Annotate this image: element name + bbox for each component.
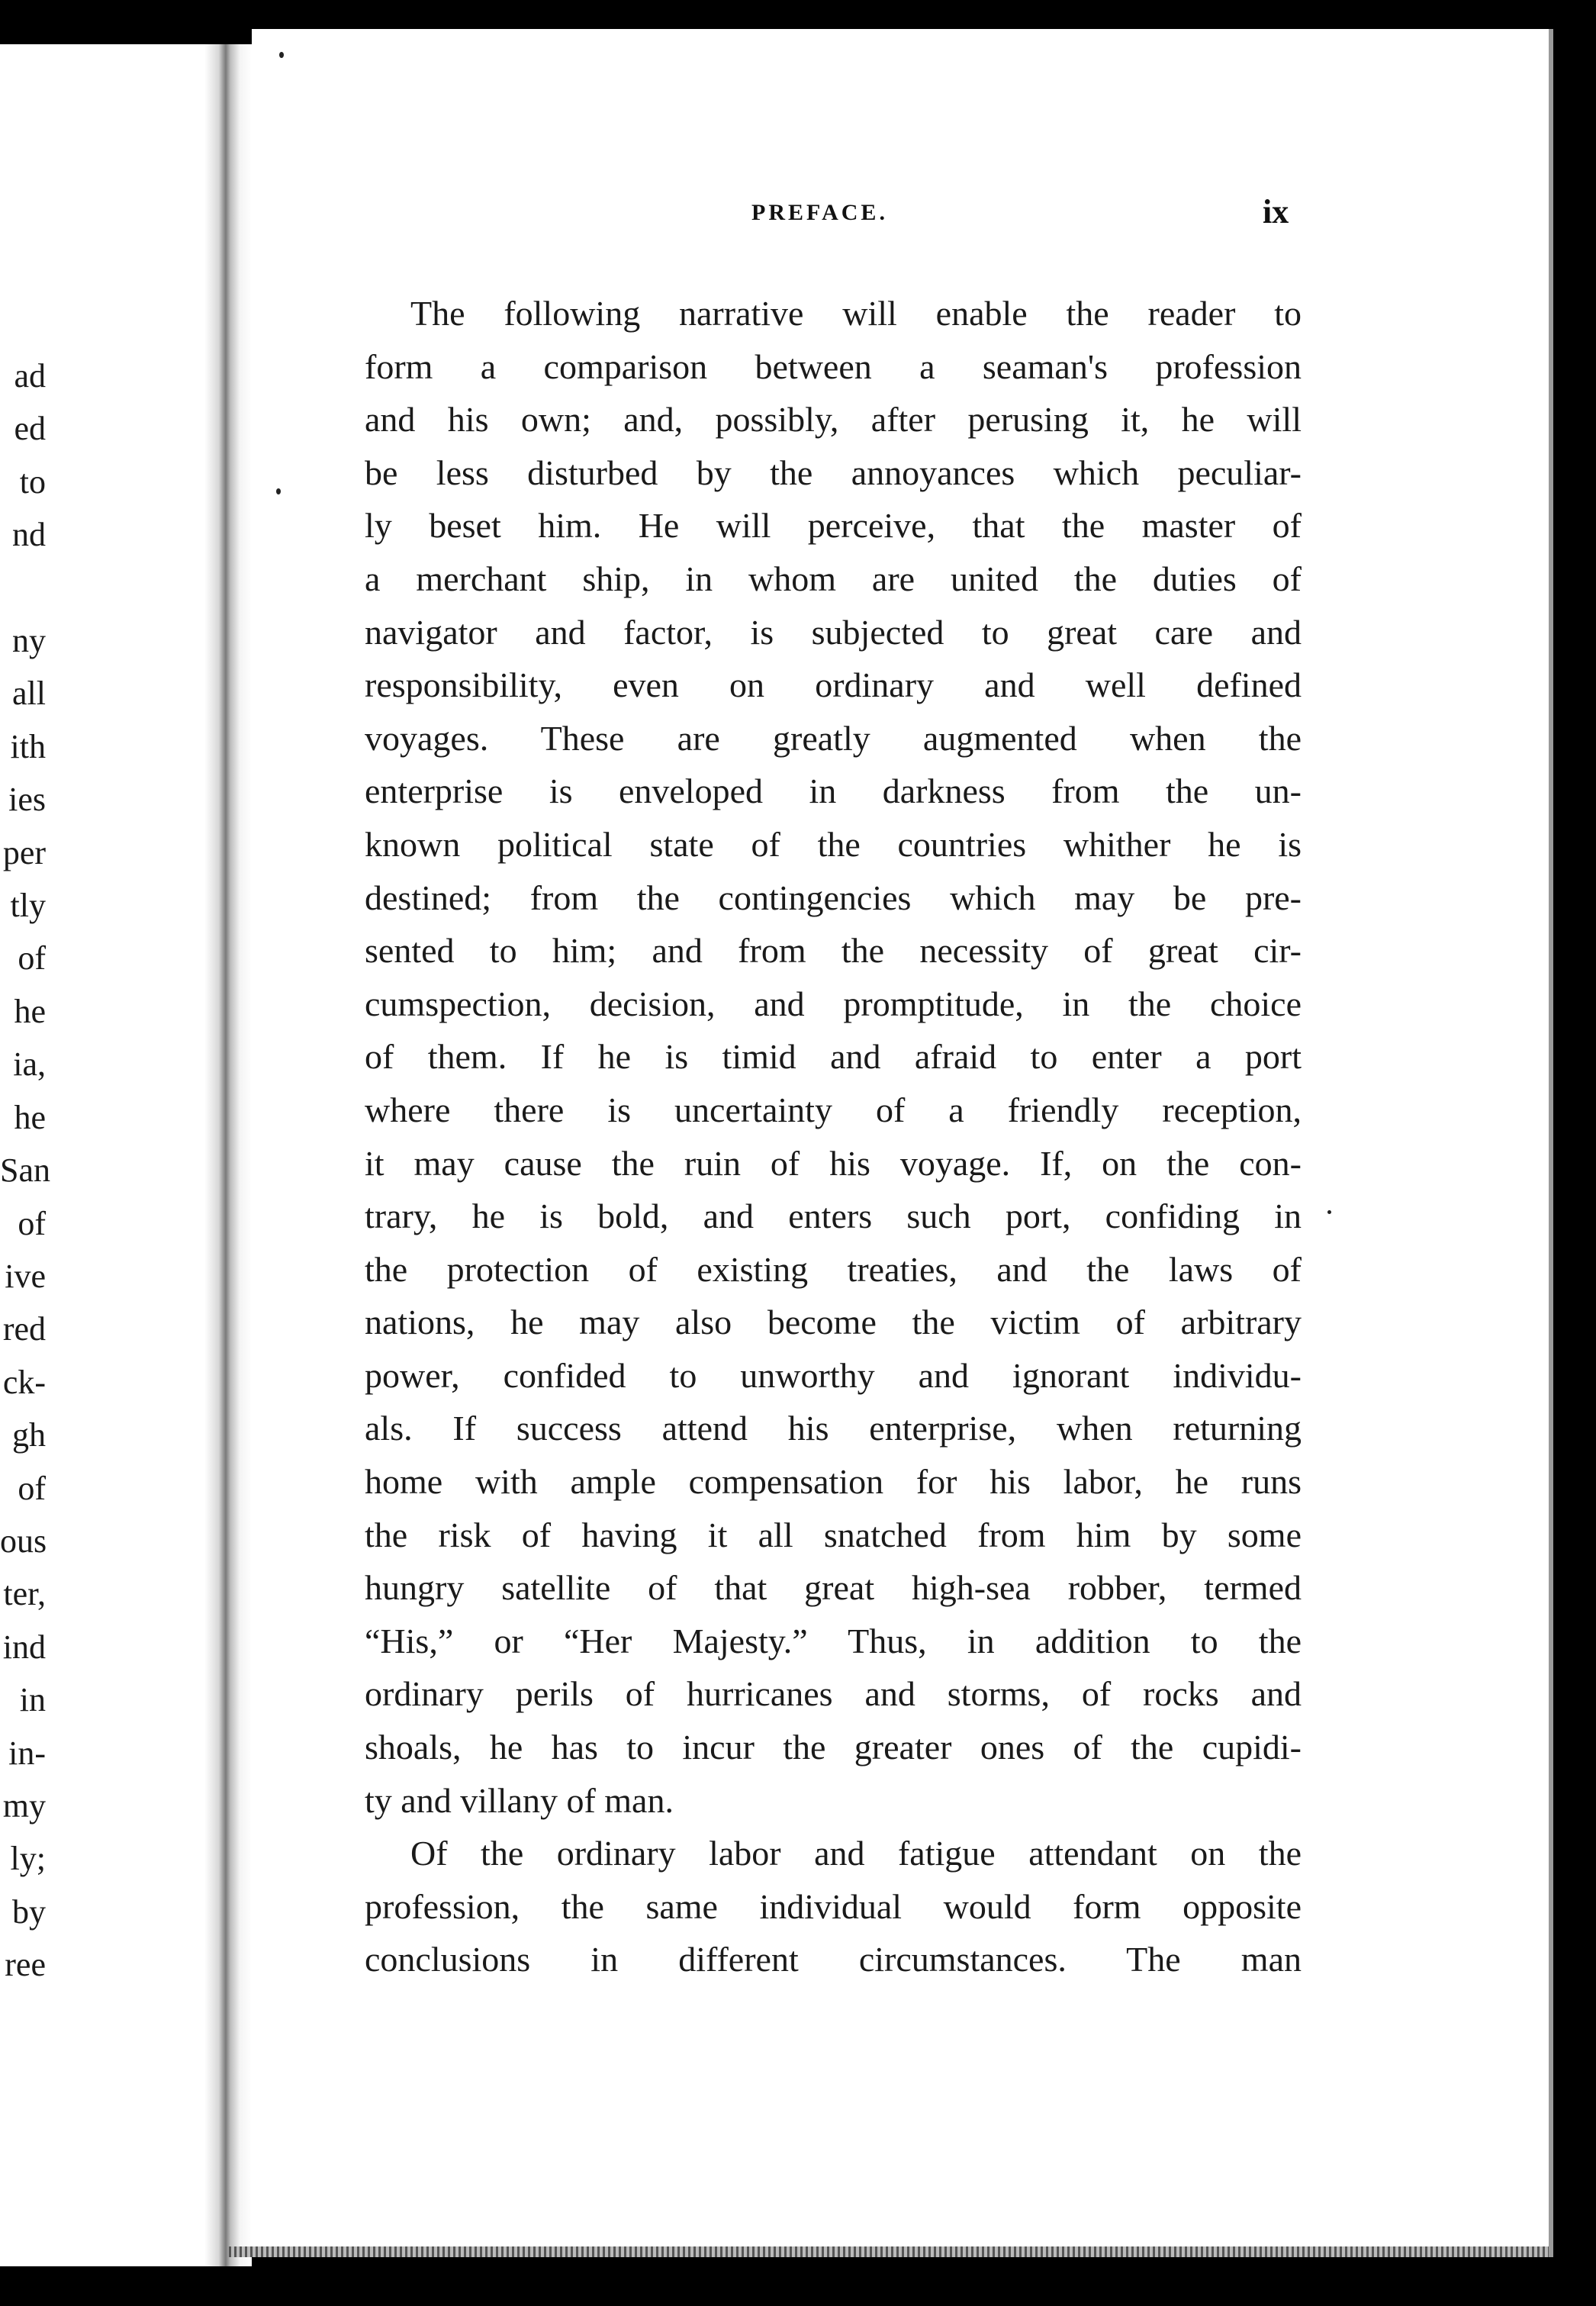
left-fragment-line: of <box>18 1204 46 1242</box>
paragraph-2 <box>365 1827 1302 1986</box>
text-line: als. If success attend his enterprise, when returning <box>365 1409 1302 1448</box>
text-line: the risk of having it all snatched from him by some <box>365 1515 1302 1554</box>
left-fragment-line: ly; <box>10 1840 46 1878</box>
text-line: the protection of existing treaties, and the laws of <box>365 1249 1302 1289</box>
text-line: destined; from the contingencies which may be pre- <box>365 878 1302 917</box>
text-line: power, confided to unworthy and ignorant individu- <box>365 1355 1302 1395</box>
left-fragment-line: in- <box>8 1734 46 1772</box>
left-fragment-line: all <box>12 675 46 713</box>
text-line: Of the ordinary labor and fatigue attendant on the <box>410 1834 1302 1873</box>
text-line: navigator and factor, is subjected to great care and <box>365 612 1302 652</box>
left-fragment-line: ith <box>10 727 46 765</box>
text-line: it may cause the ruin of his voyage. If, on the con- <box>365 1143 1302 1183</box>
left-fragment-line: ous <box>0 1522 47 1560</box>
left-facing-page <box>0 44 204 2266</box>
left-fragment-line <box>0 562 46 614</box>
text-line: a merchant ship, in whom are united the duties of <box>365 559 1302 598</box>
text-line: The following narrative will enable the reader to <box>410 294 1302 333</box>
left-fragment-line: ed <box>14 410 46 448</box>
left-fragment-line: in <box>19 1681 46 1719</box>
print-speck <box>1327 1210 1331 1214</box>
text-line: sented to him; and from the necessity of great cir- <box>365 931 1302 971</box>
left-fragment-line: ad <box>14 357 46 395</box>
text-line: “His,” or “Her Majesty.” Thus, in addition to the <box>365 1621 1302 1660</box>
text-line: and his own; and, possibly, after perusing it, he will <box>365 400 1302 440</box>
left-fragment-line: by <box>12 1892 46 1931</box>
left-fragment-line: gh <box>12 1416 46 1454</box>
left-fragment-line: ny <box>12 622 46 660</box>
text-line: hungry satellite of that great high-sea robber, termed <box>365 1568 1302 1608</box>
text-line: be less disturbed by the annoyances which peculiar- <box>365 453 1302 492</box>
book-gutter <box>204 44 252 2266</box>
print-speck <box>279 52 284 58</box>
print-speck <box>276 488 281 494</box>
text-line: responsibility, even on ordinary and well defined <box>365 665 1302 705</box>
left-fragment-line: to <box>19 462 46 501</box>
left-fragment-line: ck- <box>2 1363 46 1401</box>
left-fragment-line: my <box>2 1786 46 1825</box>
left-fragment-line: San <box>0 1151 50 1190</box>
text-line: form a comparison between a seaman's profession <box>365 346 1302 386</box>
left-fragment-line: of <box>18 1469 46 1507</box>
text-line: known political state of the countries whither he is <box>365 824 1302 864</box>
left-fragment-line: ree <box>5 1946 46 1984</box>
page-bottom-edge <box>229 2246 1549 2257</box>
paragraph-1 <box>365 287 1302 1827</box>
text-line: nations, he may also become the victim of arbitrary <box>365 1303 1302 1342</box>
text-line: where there is uncertainty of a friendly reception, <box>365 1090 1302 1129</box>
text-line: ly beset him. He will perceive, that the master of <box>365 506 1302 546</box>
left-fragment-line: ind <box>2 1628 46 1666</box>
left-fragment-line: ive <box>5 1257 46 1295</box>
left-fragment-line: per <box>2 833 46 871</box>
left-page-text-fragments <box>0 349 50 1992</box>
left-fragment-line: tly <box>10 887 46 925</box>
text-line: profession, the same individual would form opposite <box>365 1886 1302 1926</box>
left-fragment-line: nd <box>12 516 46 554</box>
body-text <box>365 287 1302 1986</box>
text-line: shoals, he has to incur the greater ones of the cupidi- <box>365 1728 1302 1767</box>
text-line: ordinary perils of hurricanes and storms, of rocks and <box>365 1674 1302 1714</box>
text-line: cumspection, decision, and promptitude, in the choice <box>365 984 1302 1023</box>
text-line: ty and villany of man. <box>365 1780 674 1820</box>
text-line: voyages. These are greatly augmented when the <box>365 718 1302 758</box>
left-fragment-line: ies <box>8 781 46 819</box>
text-line: conclusions in different circumstances. The man <box>365 1940 1302 1979</box>
text-line: home with ample compensation for his labor, he runs <box>365 1462 1302 1502</box>
left-fragment-line: of <box>18 939 46 977</box>
left-fragment-line: he <box>14 1098 46 1136</box>
left-fragment-line: red <box>2 1310 46 1348</box>
text-line: enterprise is enveloped in darkness from the un- <box>365 771 1302 811</box>
text-line: trary, he is bold, and enters such port, confiding in <box>365 1196 1302 1236</box>
running-head: PREFACE. <box>751 200 888 225</box>
text-line: of them. If he is timid and afraid to enter a port <box>365 1037 1302 1077</box>
left-fragment-line: ia, <box>13 1045 46 1084</box>
left-fragment-line: he <box>14 992 46 1030</box>
page-number: ix <box>1263 193 1289 230</box>
left-fragment-line: ter, <box>3 1575 46 1613</box>
